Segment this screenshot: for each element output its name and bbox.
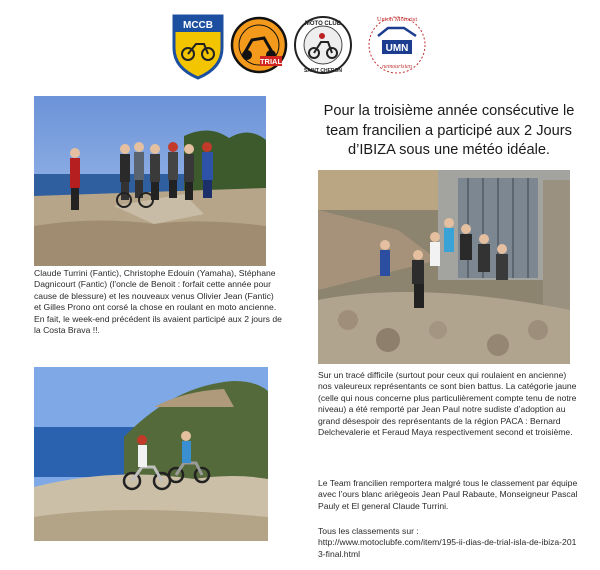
classification-label: Tous les classements sur : (318, 526, 419, 536)
trial-logo-text: TRIAL (259, 57, 283, 66)
umn-logo-top: Union Motorist (376, 16, 418, 23)
trial-logo (230, 10, 288, 80)
paragraph-team-ranking: Le Team francilien remportera malgré tous le classement par équipe avec l’ours blanc ariègeois Jean Paul Rabaute, Monseigneur Pascal Pauly et El general Claude Turrini. (318, 478, 578, 511)
moto-club-logo (292, 10, 354, 80)
photo-group-stone-wall (318, 170, 570, 364)
headline: Pour la troisième année consécutive le team francilien a participé aux 2 Jours d’IBIZA sous une météo idéale. (323, 103, 575, 158)
caption-riders: Claude Turrini (Fantic), Christophe Edouin (Yamaha), Stéphane Dagnicourt (Fantic) (l’oncle de Benoit : forfait cette année pour cause de blessure) et les nouveaux venus Olivier Jean (Fantic) et Gilles Prono ont corsé la chose en roulant en moto ancienne. En fait, le week-end précédent ils avaient participé aux 2 jours de la Costa Brava !!. (34, 268, 282, 336)
logos-row (168, 10, 438, 82)
umn-logo (358, 10, 436, 80)
paragraph-classification (318, 526, 578, 560)
photo-group-cliff (34, 96, 266, 266)
moto-club-logo-bottom: SAINT CHERON (303, 68, 343, 74)
photo-coastal-track (34, 367, 268, 541)
umn-logo-mid: UMN (385, 43, 409, 54)
umn-logo-bottom: nemourisien (382, 64, 412, 70)
mccb-logo (170, 10, 226, 80)
mccb-logo-text: MCCB (183, 20, 213, 31)
classification-link[interactable]: http://www.motoclubfe.com/item/195-ii-dias-de-trial-isla-de-ibiza-2013-final.html (318, 537, 577, 559)
paragraph-race-summary: Sur un tracé difficile (surtout pour ceux qui roulaient en ancienne) nos valeureux représentants ce sont bien battus. La catégorie jaune (celle qui nous concerne plus particulièrement compte tenu de notre niveau) a été remporté par Jean Paul notre sudiste d’adoption au grand désespoir des représentants de la région PACA : Bernard Delchevalerie et Feraud Maya respectivement second et troisième. (318, 370, 577, 438)
moto-club-logo-top: MOTO CLUB (304, 21, 342, 27)
